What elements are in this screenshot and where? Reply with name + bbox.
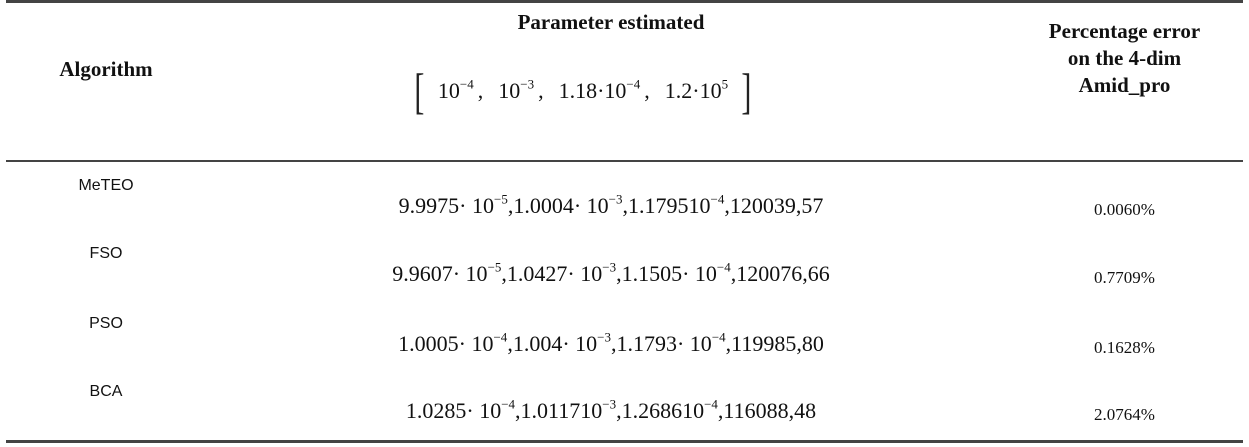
param-exponent: −5 xyxy=(487,259,502,275)
row-params-pso xyxy=(206,331,1016,357)
header-separator-rule xyxy=(6,160,1243,162)
row-error-pso: 0.1628% xyxy=(1094,338,1155,357)
param-exponent: −4 xyxy=(711,329,726,345)
row-algorithm-pso: PSO xyxy=(89,315,123,332)
param-text: 9.9607· 10 xyxy=(392,261,488,286)
param-exponent: −3 xyxy=(597,329,611,345)
reference-value-base: 1.2·10 xyxy=(664,78,722,103)
reference-value-base: 10 xyxy=(498,78,521,103)
param-text: 1.0285· 10 xyxy=(405,398,502,423)
left-bracket: [ xyxy=(414,63,425,119)
reference-value-base: 10 xyxy=(437,78,460,103)
row-error-bca: 2.0764% xyxy=(1094,405,1155,424)
param-text: ,1.011710 xyxy=(515,398,603,423)
row-params-meteo xyxy=(206,193,1016,219)
row-algorithm-fso: FSO xyxy=(89,245,123,262)
row-algorithm-bca: BCA xyxy=(89,383,123,400)
param-text: ,1.1793· 10 xyxy=(610,331,712,356)
param-exponent: −4 xyxy=(710,191,725,207)
reference-value-exponent: −4 xyxy=(626,76,641,92)
param-exponent: −3 xyxy=(608,191,623,207)
reference-value-exponent: −3 xyxy=(520,76,535,92)
reference-separator: , xyxy=(477,78,495,103)
param-exponent: −4 xyxy=(493,329,508,345)
param-exponent: −5 xyxy=(493,191,508,207)
reference-value-base: 1.18·10 xyxy=(558,78,627,103)
header-error-line-1: Percentage error xyxy=(1048,19,1201,43)
row-error-fso: 0.7709% xyxy=(1094,268,1155,287)
right-bracket: ] xyxy=(741,63,752,119)
table-bottom-rule xyxy=(6,440,1243,443)
reference-value-exponent: −4 xyxy=(459,76,474,92)
param-exponent: −3 xyxy=(602,259,617,275)
header-error-line-3: Amid_pro xyxy=(1078,73,1171,97)
row-error-meteo: 0.0060% xyxy=(1094,200,1155,219)
param-exponent: −4 xyxy=(704,396,718,412)
param-text: ,1.0004· 10 xyxy=(507,193,609,218)
param-text: ,120076,66 xyxy=(730,261,830,286)
reference-value-exponent: 5 xyxy=(721,76,729,92)
table-top-rule xyxy=(6,0,1243,3)
param-text: ,119985,80 xyxy=(725,331,824,356)
row-params-bca xyxy=(206,398,1016,424)
param-text: 9.9975· 10 xyxy=(398,193,494,218)
header-algorithm: Algorithm xyxy=(59,57,153,81)
reference-value xyxy=(438,78,474,104)
header-percentage-error xyxy=(1006,18,1243,99)
param-text: ,1.268610 xyxy=(616,398,705,423)
row-algorithm-meteo: MeTEO xyxy=(78,177,134,194)
param-exponent: −4 xyxy=(501,396,516,412)
results-table xyxy=(6,0,1243,447)
header-parameter-estimated: Parameter estimated xyxy=(517,10,705,34)
header-error-line-2: on the 4-dim xyxy=(1067,46,1182,70)
reference-value xyxy=(498,78,534,104)
reference-separator: , xyxy=(538,78,555,103)
param-text: ,116088,48 xyxy=(717,398,817,423)
reference-value xyxy=(559,78,641,104)
reference-vector-items xyxy=(428,78,738,104)
param-text: ,1.179510 xyxy=(622,193,711,218)
reference-parameter-vector xyxy=(343,60,823,122)
reference-separator: , xyxy=(644,78,661,103)
param-exponent: −3 xyxy=(602,396,617,412)
param-text: ,1.0427· 10 xyxy=(501,261,603,286)
row-params-fso xyxy=(206,261,1016,287)
param-text: ,1.1505· 10 xyxy=(616,261,717,286)
param-text: ,1.004· 10 xyxy=(507,331,598,356)
param-text: 1.0005· 10 xyxy=(398,331,494,356)
reference-value xyxy=(665,78,728,104)
param-exponent: −4 xyxy=(716,259,731,275)
param-text: ,120039,57 xyxy=(724,193,824,218)
